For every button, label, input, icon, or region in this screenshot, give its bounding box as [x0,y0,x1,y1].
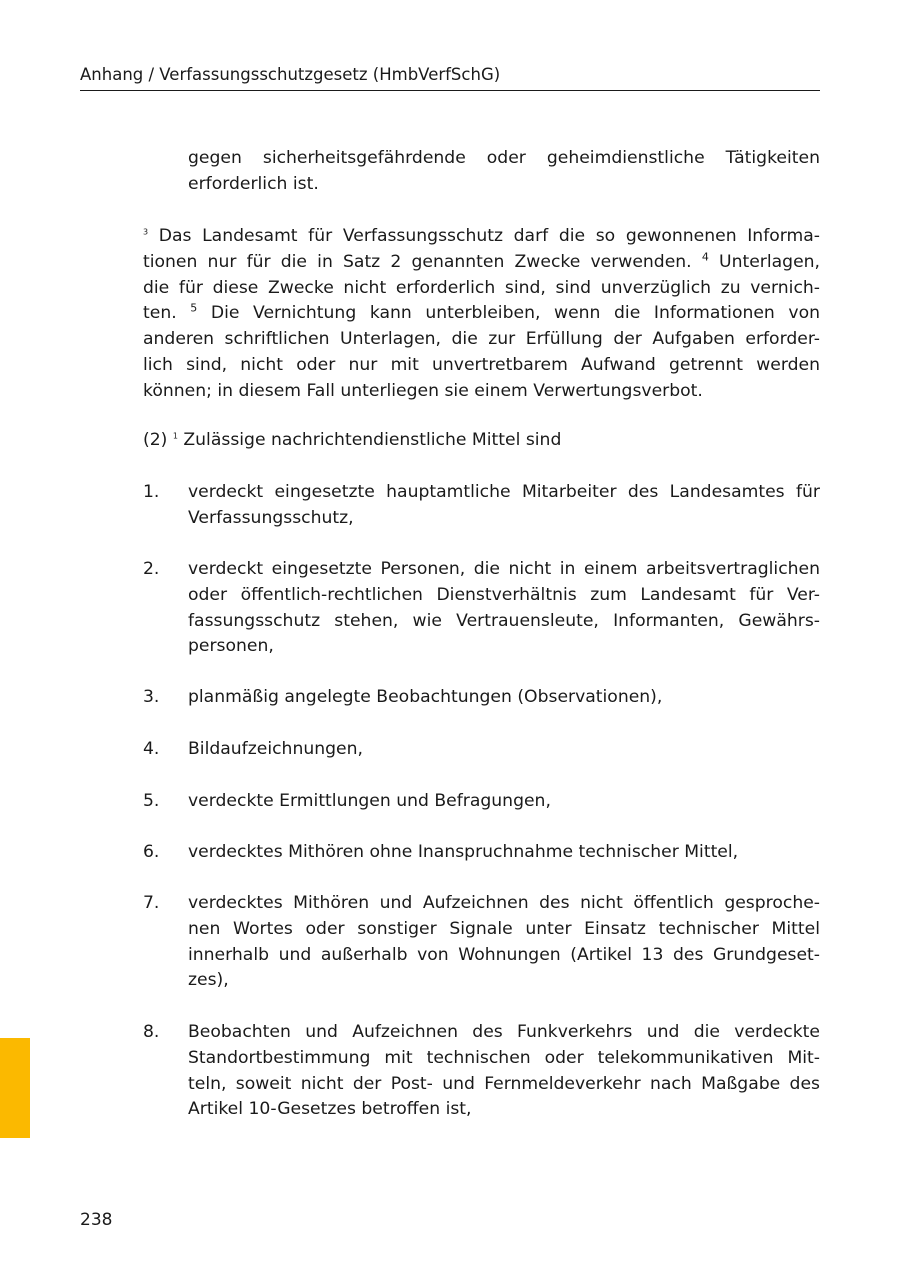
list-item-text [188,480,820,532]
section-text: Zulässige nachrichtendienstliche Mittel sind [183,430,562,450]
text-line: ten. [143,303,177,324]
section-2-intro [143,428,820,454]
text-line: nen Wortes oder sonstiger Signale unter Einsatz technischer Mittel [188,918,820,939]
text-line: anderen schriftlichen Unterlagen, die zur Erfüllung der Aufgaben erforder- [143,329,820,350]
running-header: Anhang / Verfassungsschutzgesetz (HmbVerfSchG) [80,64,820,91]
sentence-number: 1 [172,431,178,441]
text-line: Artikel 10-Gesetzes betroffen ist, [188,1099,472,1120]
continuation-text [188,146,820,198]
text-line: Standortbestimmung mit technischen oder telekommunikativen Mit- [188,1047,820,1068]
text-line: Bildaufzeichnungen, [188,739,363,759]
text-line: erforderlich ist. [188,173,319,194]
sentence-number: 4 [701,250,709,264]
text-line: lich sind, nicht oder nur mit unvertretbarem Aufwand getrennt werden [143,354,820,375]
paragraph-3 [143,224,820,405]
page-number: 238 [80,1210,113,1230]
text-line: fassungsschutz stehen, wie Vertrauensleute, Informanten, Gewährs- [188,610,820,631]
list-item-number: 1. [143,482,160,502]
list-item-text [188,557,820,660]
text-line: verdeckte Ermittlungen und Befragungen, [188,791,551,811]
list-item-number: 4. [143,739,160,759]
list-item-number: 7. [143,893,160,913]
text-line: verdeckt eingesetzte hauptamtliche Mitarbeiter des Landesamtes für [188,482,820,502]
text-line: können; in diesem Fall unterliegen sie einem Verwertungsverbot. [143,380,703,401]
list-item-number: 8. [143,1022,160,1042]
list-item-number: 2. [143,559,160,579]
list-item-text [188,1020,820,1123]
list-item-number: 3. [143,687,160,707]
list-item-text [188,840,820,866]
list-item-text [188,737,820,763]
chapter-thumb-tab [0,1038,30,1138]
section-marker: (2) [143,430,168,450]
text-line: Beobachten und Aufzeichnen des Funkverkehrs und die verdeckte [188,1022,820,1042]
list-item-text [188,789,820,815]
text-line: verdecktes Mithören und Aufzeichnen des nicht öffentlich gesproche- [188,893,820,913]
text-line: Unterlagen, [719,251,821,272]
text-line: zes), [188,970,229,991]
sentence-number: 5 [190,301,198,315]
text-line: innerhalb und außerhalb von Wohnungen (Artikel 13 des Grundgeset- [188,944,820,965]
text-line: tionen nur für die in Satz 2 genannten Zwecke verwenden. [143,251,692,272]
text-line: planmäßig angelegte Beobachtungen (Observationen), [188,687,663,707]
list-item-number: 5. [143,791,160,811]
text-line: gegen sicherheitsgefährdende oder geheimdienstliche Tätigkeiten [188,148,820,168]
text-line: die für diese Zwecke nicht erforderlich sind, sind unverzüglich zu vernich- [143,277,820,298]
sentence-number: 3 [143,227,149,237]
list-item-text [188,891,820,994]
text-line: oder öffentlich-rechtlichen Dienstverhältnis zum Landesamt für Ver- [188,584,820,605]
text-line: Verfassungsschutz, [188,507,354,528]
list-item-text [188,685,820,711]
text-line: verdecktes Mithören ohne Inanspruchnahme technischer Mittel, [188,842,739,862]
text-line: Die Vernichtung kann unterbleiben, wenn die Informationen von [210,303,820,324]
text-line: personen, [188,636,274,657]
text-line: teln, soweit nicht der Post- und Fernmeldeverkehr nach Maßgabe des [188,1073,820,1094]
text-line: verdeckt eingesetzte Personen, die nicht in einem arbeitsvertraglichen [188,559,820,579]
text-line: Das Landesamt für Verfassungsschutz darf die so gewonnenen Informa- [158,226,820,246]
list-item-number: 6. [143,842,160,862]
